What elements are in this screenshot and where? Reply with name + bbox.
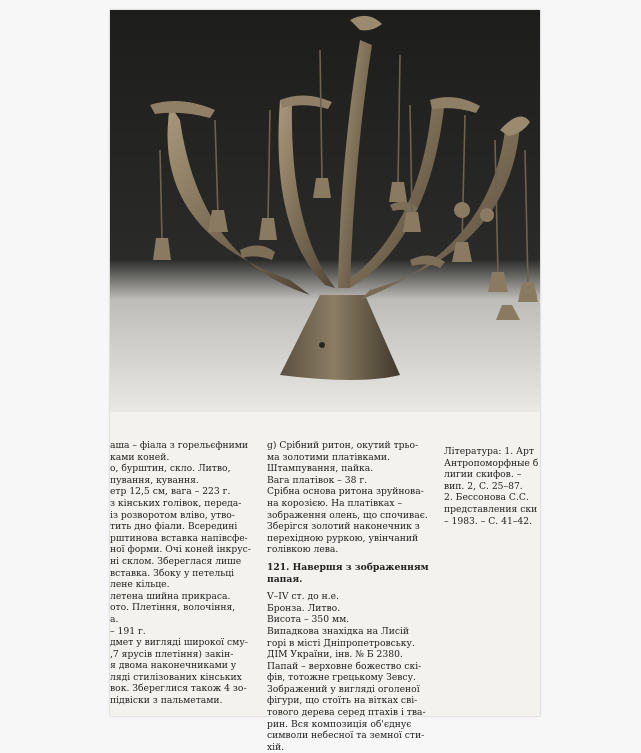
text-line: дмет у вигляді широкої сму- — [110, 637, 248, 649]
text-line: летена шийна прикраса. — [110, 590, 231, 602]
text-line: ками коней. — [110, 451, 170, 463]
text-line: ної форми. Очі коней інкрус- — [110, 544, 251, 556]
text-line: – 191 г. — [110, 625, 146, 637]
text-line: Випадкова знахідка на Лисій — [267, 625, 410, 637]
text-line: ма золотими платівками. — [267, 451, 390, 463]
text-line: на корозією. На платівках – — [267, 497, 403, 509]
text-line: Література: 1. Арт — [444, 446, 534, 457]
text-line: ото. Плетіння, волочіння, — [110, 602, 236, 614]
left-text-column — [110, 440, 253, 707]
book-page — [110, 10, 540, 753]
text-line: g) Срібний ритон, окутий трьо- — [267, 440, 419, 451]
text-line: лене кільце. — [110, 579, 170, 591]
text-line: рин. Вся композиція об'єднує — [267, 718, 412, 730]
text-line: Вага платівок – 38 г. — [267, 474, 368, 486]
text-line: фігури, що стоїть на вітках сві- — [267, 695, 418, 707]
text-line: тового дерева серед птахів і тва- — [267, 707, 426, 719]
text-line: аша – фіала з горельєфними — [110, 440, 249, 451]
text-line: представления ски — [444, 503, 538, 515]
text-line: хій. — [267, 741, 285, 753]
text-line: Антропоморфные б — [444, 457, 539, 469]
text-line: вок. Збереглися також 4 зо- — [110, 683, 247, 695]
text-line: з кінських голівок, переда- — [110, 497, 242, 509]
artifact-photo — [110, 10, 540, 412]
bronze-finial-image — [110, 10, 540, 412]
text-line: вип. 2, С. 25–87. — [444, 480, 523, 492]
text-line: Бронза. Литво. — [267, 602, 341, 614]
text-line: Папай – верховне божество скі- — [267, 660, 422, 672]
text-line: із розворотом вліво, утво- — [110, 509, 235, 521]
text-line: символи небесної та земної сти- — [267, 730, 425, 742]
text-line: ляді стилізованих кінських — [110, 671, 242, 683]
text-line: тить дно фіали. Всередині — [110, 521, 238, 533]
text-line: підвіски з пальметами. — [110, 695, 223, 707]
text-line: лигии скифов. – — [444, 469, 522, 481]
text-line: 2. Бессонова С.С. — [444, 492, 529, 504]
text-line: Висота – 350 мм. — [267, 614, 350, 626]
text-line: рштинова вставка напівсфе- — [110, 532, 248, 544]
text-line: я двома наконечниками у — [110, 660, 237, 672]
entry-heading: 121. Навершя з зображенням — [267, 561, 429, 573]
text-line: перехідною руркою, увінчаний — [267, 532, 419, 544]
text-line: о, бурштин, скло. Литво, — [110, 463, 231, 475]
right-text-column — [444, 446, 540, 527]
text-line: етр 12,5 см, вага – 223 г. — [110, 486, 231, 498]
middle-text-column — [267, 440, 437, 753]
text-line: фів, тотожне грецькому Зевсу. — [267, 672, 416, 684]
text-line: ДІМ України, інв. № Б 2380. — [267, 649, 403, 661]
text-line: ,7 ярусів плетіння) закін- — [110, 648, 234, 660]
text-line: горі в місті Дніпропетровську. — [267, 637, 415, 649]
text-line: V–IV ст. до н.е. — [267, 591, 339, 603]
text-line: Зберігся золотий наконечник з — [267, 521, 420, 533]
text-line: вставка. Збоку у петельці — [110, 567, 235, 579]
entry-heading-cont: папая. — [267, 573, 303, 585]
text-line: пування, кування. — [110, 474, 199, 486]
text-line: – 1983. – С. 41–42. — [444, 515, 533, 527]
text-line: ні склом. Збереглася лише — [110, 555, 242, 567]
text-line: Штампування, пайка. — [267, 463, 374, 475]
text-line: Срібна основа ритона зруйнова- — [267, 486, 424, 498]
text-line: а. — [110, 613, 119, 625]
text-line: голівкою лева. — [267, 544, 339, 556]
text-line: зображення олень, що спочиває. — [267, 509, 428, 521]
text-line: Зображений у вигляді оголеної — [267, 683, 420, 695]
